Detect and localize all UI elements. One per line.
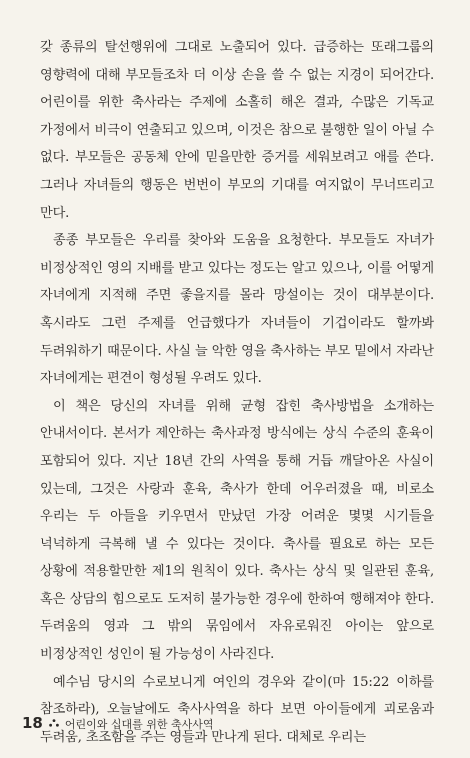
page-number: 18 [22,714,43,732]
paragraph-1: 갖 종류의 탈선행위에 그대로 노출되어 있다. 급증하는 또래그룹의 영향력에 대해 부모들조차 더 이상 손을 쓸 수 없는 지경이 되어간다. 어린이를 위한 축사라는 주제에 소홀히 해온 결과, 수많은 기독교 가정에서 비극이 연출되고 있으며, 이것은 참으로 불행한 일이 아닐 수 없다. 부모들은 공동체 안에 믿을만한 증거를 세워보려고 애를 쓴다. 그러나 자녀들의 행동은 번번이 부모의 기대를 여지없이 무너뜨리고 만다. [40,40,434,221]
three-dots-icon [49,719,59,727]
book-title: 어린이와 십대를 위한 축사사역 [64,718,214,731]
paragraph-4: 예수님 당시의 수로보니게 여인의 경우와 같이(마 15:22 이하를 참조하라), 오늘날에도 축사사역을 하다 보면 아이들에게 괴로움과 두려움, 초조함을 주는 영들과 만나게 된다. 대체로 우리는 [40,674,434,745]
paragraph-3: 이 책은 당신의 자녀를 위해 균형 잡힌 축사방법을 소개하는 안내서이다. 본서가 제안하는 축사과정 방식에는 상식 수준의 훈육이 포함되어 있다. 지난 18년 간의 사역을 통해 거듭 깨달아온 사실이 있는데, 그것은 사랑과 훈육, 축사가 한데 어우러졌을 때, 비로소 우리는 두 아들을 키우면서 만났던 가장 어려운 몇몇 시기들을 넉넉하게 극복해 낼 수 있다는 것이다. 축사를 필요로 하는 모든 상황에 적용할만한 제1의 원칙이 있다. 축사는 상식 및 일관된 훈육, 혹은 상담의 힘으로도 도저히 불가능한 경우에 한하여 행해져야 한다. 두려움의 영과 그 밖의 묶임에서 자유로워진 아이는 앞으로 비정상적인 성인이 될 가능성이 사라진다. [40,398,434,663]
page-footer [22,714,214,732]
body-text [40,34,434,751]
paragraph-2: 종종 부모들은 우리를 찾아와 도움을 요청한다. 부모들도 자녀가 비정상적인 영의 지배를 받고 있다는 정도는 알고 있으나, 이를 어떻게 자녀에게 지적해 주면 좋을지를 몰라 망설이는 것이 대부분이다. 혹시라도 그런 주제를 언급했다가 자녀들이 기겁이라도 할까봐 두려워하기 때문이다. 사실 늘 악한 영을 축사하는 부모 밑에서 자라난 자녀에게는 편견이 형성될 우려도 있다. [40,233,434,387]
